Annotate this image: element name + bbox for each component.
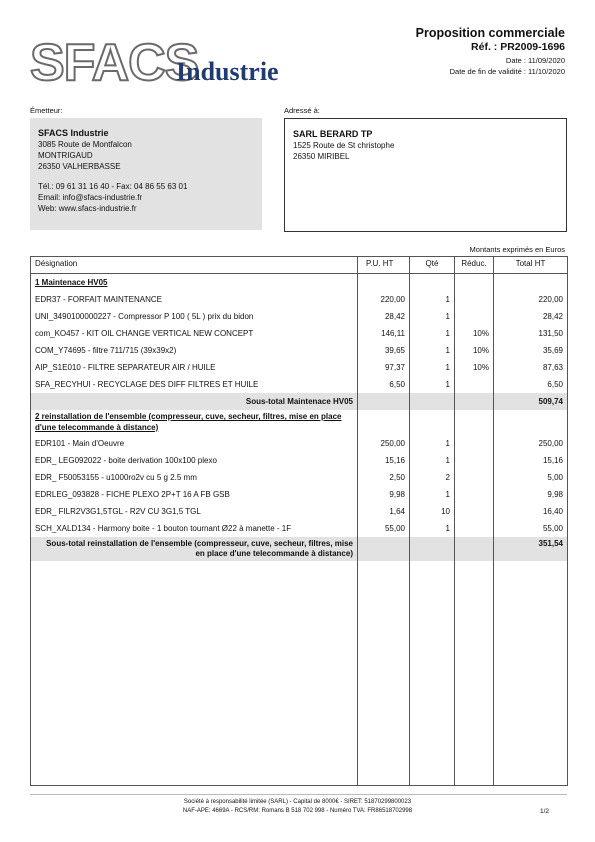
row-reduc	[455, 435, 494, 452]
recipient-name: SARL BERARD TP	[293, 129, 373, 139]
row-pu: 1,64	[358, 503, 410, 520]
section-title-row	[31, 410, 568, 435]
header-designation: Désignation	[31, 257, 358, 274]
subtotal-value: 351,54	[494, 537, 568, 561]
recipient-address1: 1525 Route de St christophe	[293, 141, 395, 150]
table-row	[31, 308, 568, 325]
row-total: 6,50	[494, 376, 568, 393]
emitter-phone: Tél.: 09 61 31 16 40 - Fax: 04 86 55 63 01	[38, 182, 188, 191]
row-reduc: 10%	[455, 325, 494, 342]
document-reference: Réf. : PR2009-1696	[471, 41, 565, 53]
page-number: 1/2	[539, 808, 549, 815]
table-row	[31, 359, 568, 376]
row-desc: EDRLEG_093828 - FICHE PLEXO 2P+T 16 A FB GSB	[31, 486, 358, 503]
row-total: 15,16	[494, 452, 568, 469]
quote-lines-table	[30, 256, 568, 786]
emitter-email[interactable]: Email: info@sfacs-industrie.fr	[38, 193, 143, 202]
row-qty: 1	[410, 308, 455, 325]
table-filler-row	[31, 561, 568, 786]
footer-divider	[30, 794, 567, 795]
header-reduc: Réduc.	[455, 257, 494, 274]
row-reduc	[455, 469, 494, 486]
table-row	[31, 376, 568, 393]
row-desc: EDR_ LEG092022 - boite derivation 100x100 plexo	[31, 452, 358, 469]
subtotal-row	[31, 393, 568, 410]
table-header-row	[31, 257, 568, 274]
section-title-row	[31, 274, 568, 292]
logo-sub-text: Industrie	[176, 57, 279, 86]
subtotal-label: Sous-total reinstallation de l'ensemble (compresseur, cuve, secheur, filtres, mise en place d'une telecommande à distance)	[31, 537, 358, 561]
subtotal-value: 509,74	[494, 393, 568, 410]
row-reduc	[455, 486, 494, 503]
row-total: 35,69	[494, 342, 568, 359]
row-desc: EDR101 - Main d'Oeuvre	[31, 435, 358, 452]
header-total: Total HT	[494, 257, 568, 274]
row-desc: EDR_ FILR2V3G1,5TGL - R2V CU 3G1,5 TGL	[31, 503, 358, 520]
row-desc: AIP_S1E010 - FILTRE SEPARATEUR AIR / HUILE	[31, 359, 358, 376]
row-desc: SCH_XALD134 - Harmony boite - 1 bouton tournant Ø22 à manette - 1F	[31, 520, 358, 537]
row-reduc	[455, 452, 494, 469]
footer-line1: Société à responsabilité limitée (SARL) - Capital de 8000€ - SIRET: 51870299800023	[183, 799, 412, 805]
row-qty: 1	[410, 452, 455, 469]
table-row	[31, 486, 568, 503]
row-qty: 1	[410, 435, 455, 452]
row-qty: 2	[410, 469, 455, 486]
row-qty: 10	[410, 503, 455, 520]
row-reduc	[455, 308, 494, 325]
company-logo	[28, 30, 318, 90]
row-total: 9,98	[494, 486, 568, 503]
row-qty: 1	[410, 359, 455, 376]
row-qty: 1	[410, 325, 455, 342]
document-title: Proposition commerciale	[415, 26, 565, 40]
row-pu: 9,98	[358, 486, 410, 503]
table-row	[31, 435, 568, 452]
recipient-label: Adressé à:	[284, 106, 320, 115]
row-reduc	[455, 376, 494, 393]
emitter-name: SFACS Industrie	[38, 128, 109, 138]
row-reduc	[455, 291, 494, 308]
row-pu: 55,00	[358, 520, 410, 537]
row-reduc	[455, 520, 494, 537]
row-pu: 28,42	[358, 308, 410, 325]
row-total: 28,42	[494, 308, 568, 325]
row-qty: 1	[410, 486, 455, 503]
row-qty: 1	[410, 376, 455, 393]
footer	[0, 798, 595, 816]
validity-date: Date de fin de validité : 11/10/2020	[449, 67, 565, 76]
document-header	[416, 26, 565, 76]
row-pu: 146,11	[358, 325, 410, 342]
table-row	[31, 503, 568, 520]
table-row	[31, 520, 568, 537]
row-pu: 250,00	[358, 435, 410, 452]
row-pu: 6,50	[358, 376, 410, 393]
row-desc: EDR37 - FORFAIT MAINTENANCE	[31, 291, 358, 308]
footer-line2: NAF-APE: 4669A - RCS/RM: Romans B 518 702 998 - Numéro TVA: FR86518702998	[182, 808, 413, 814]
header-pu: P.U. HT	[358, 257, 410, 274]
row-total: 131,50	[494, 325, 568, 342]
document-date: Date : 11/09/2020	[505, 56, 565, 65]
row-total: 5,00	[494, 469, 568, 486]
section-title: 1 Maintenace HV05	[31, 274, 358, 292]
row-pu: 97,37	[358, 359, 410, 376]
row-total: 55,00	[494, 520, 568, 537]
row-qty: 1	[410, 291, 455, 308]
row-desc: EDR_ F50053155 - u1000ro2v cu 5 g 2.5 mm	[31, 469, 358, 486]
row-pu: 15,16	[358, 452, 410, 469]
emitter-box	[30, 118, 262, 230]
row-pu: 220,00	[358, 291, 410, 308]
row-desc: SFA_RECYHUI - RECYCLAGE DES DIFF FILTRES ET HUILE	[31, 376, 358, 393]
row-desc: com_KO457 - KIT OIL CHANGE VERTICAL NEW CONCEPT	[31, 325, 358, 342]
logo-main-text: SFACS	[30, 34, 199, 90]
row-total: 250,00	[494, 435, 568, 452]
row-pu: 39,65	[358, 342, 410, 359]
emitter-address1: 3085 Route de Montfalcon	[38, 140, 132, 149]
recipient-address2: 26350 MIRIBEL	[293, 152, 350, 161]
emitter-label: Émetteur:	[30, 106, 63, 115]
emitter-address2: MONTRIGAUD	[38, 151, 93, 160]
recipient-box	[284, 118, 567, 232]
table-row	[31, 469, 568, 486]
row-desc: COM_Y74695 - filtre 711/715 (39x39x2)	[31, 342, 358, 359]
row-total: 87,63	[494, 359, 568, 376]
row-reduc: 10%	[455, 342, 494, 359]
subtotal-label: Sous-total Maintenace HV05	[31, 393, 358, 410]
table-row	[31, 325, 568, 342]
row-reduc: 10%	[455, 359, 494, 376]
emitter-website[interactable]: Web: www.sfacs-industrie.fr	[38, 204, 137, 213]
row-total: 16,40	[494, 503, 568, 520]
row-reduc	[455, 503, 494, 520]
row-pu: 2,50	[358, 469, 410, 486]
row-total: 220,00	[494, 291, 568, 308]
row-qty: 1	[410, 342, 455, 359]
header-qty: Qté	[410, 257, 455, 274]
row-desc: UNI_3490100000227 - Compressor P 100 ( 5L ) prix du bidon	[31, 308, 358, 325]
table-row	[31, 452, 568, 469]
subtotal-row	[31, 537, 568, 561]
section-title: 2 reinstallation de l'ensemble (compresseur, cuve, secheur, filtres, mise en place d'une telecommande à distance)	[31, 410, 358, 435]
currency-note: Montants exprimés en Euros	[469, 245, 565, 254]
row-qty: 1	[410, 520, 455, 537]
table-row	[31, 291, 568, 308]
emitter-address3: 26350 VALHERBASSE	[38, 162, 121, 171]
table-row	[31, 342, 568, 359]
